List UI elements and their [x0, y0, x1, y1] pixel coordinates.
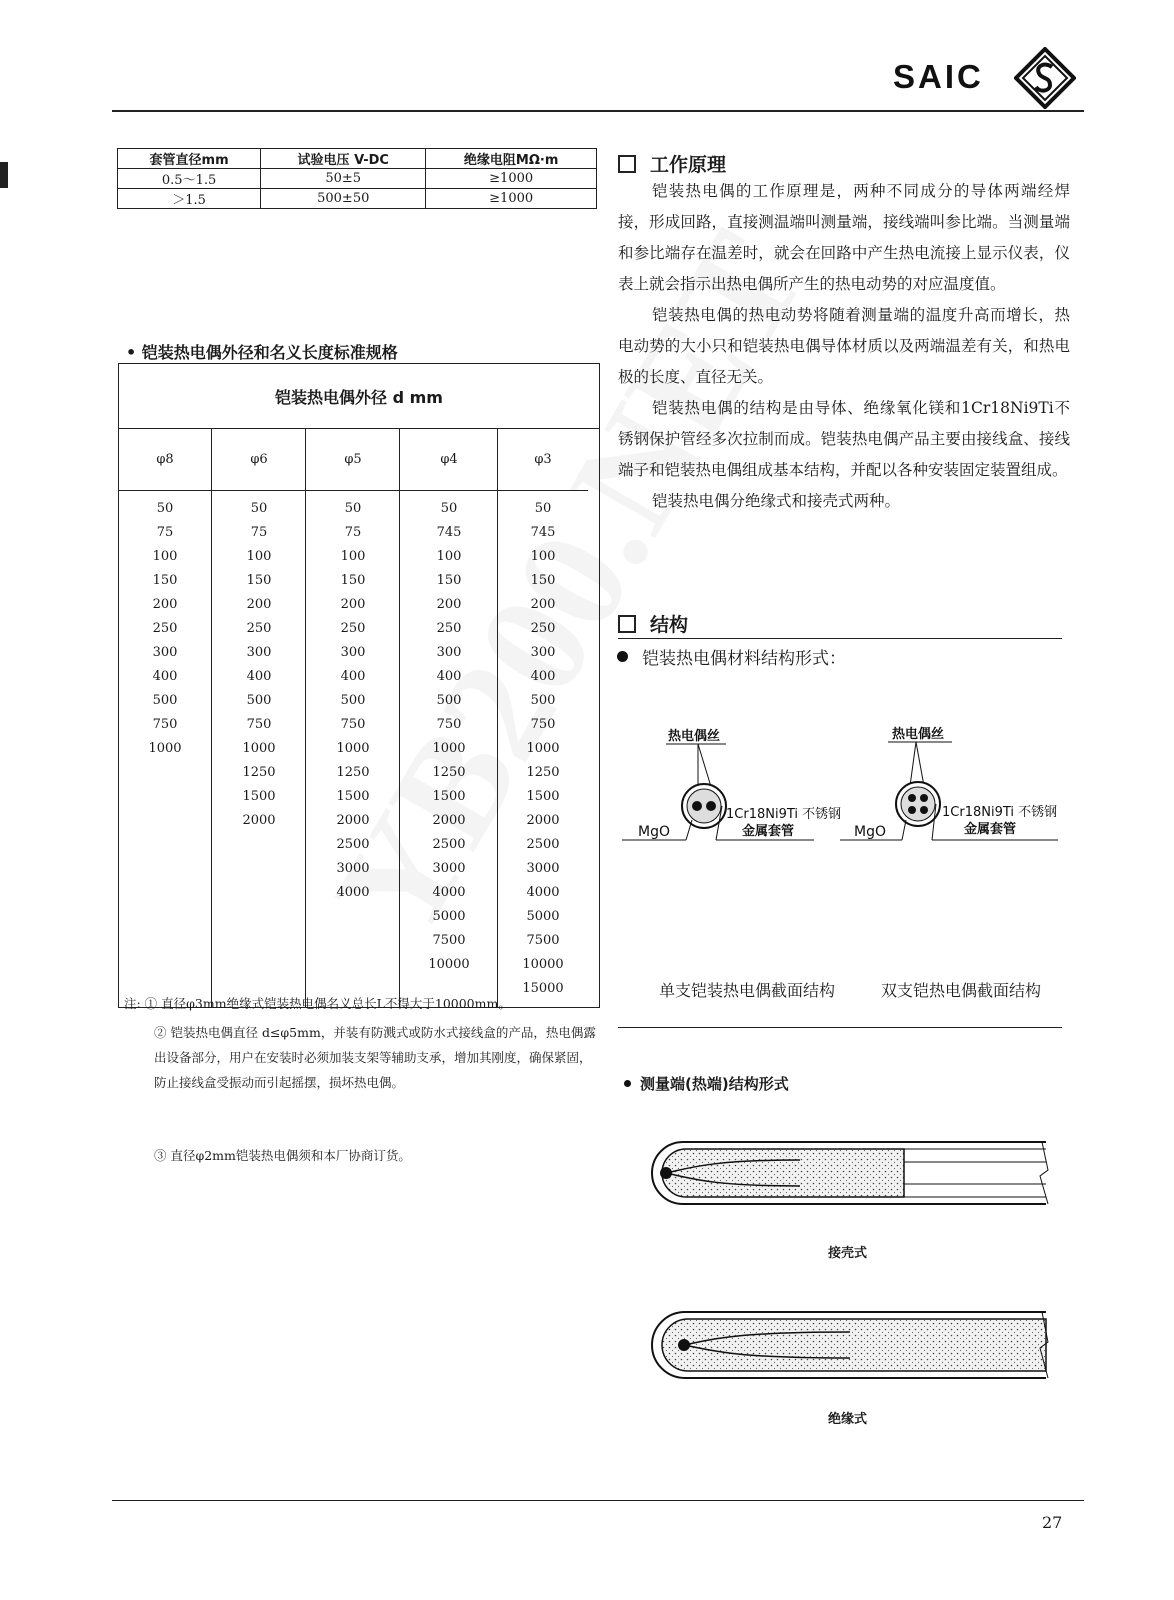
table-cell: ≥1000 — [426, 189, 597, 209]
spec-length-value: 3000 — [336, 861, 370, 876]
table-row — [118, 189, 597, 209]
insulated-tip-diagram — [650, 1310, 1050, 1380]
spec-length-value: 500 — [340, 693, 366, 708]
spec-length-value: 1250 — [526, 765, 560, 780]
spec-length-value: 100 — [246, 549, 272, 564]
spec-table-title: 铠装热电偶外径 d mm — [119, 364, 599, 429]
saic-logo-icon — [1014, 47, 1076, 109]
spec-length-value: 750 — [152, 717, 178, 732]
single-core-cross-section — [622, 728, 841, 840]
bullet-dot-icon — [624, 1080, 631, 1087]
spec-length-value: 1000 — [432, 741, 466, 756]
table-cell: 500±50 — [261, 189, 426, 209]
spec-length-value: 150 — [340, 573, 366, 588]
spec-length-value: 2500 — [336, 837, 370, 852]
spec-length-value: 750 — [436, 717, 462, 732]
section-structure-title — [618, 610, 688, 637]
spec-length-value: 1500 — [432, 789, 466, 804]
spec-length-value: 400 — [436, 669, 462, 684]
table-cell: ＞1.5 — [118, 189, 261, 209]
spec-length-value: 400 — [530, 669, 556, 684]
spec-length-value: 750 — [246, 717, 272, 732]
spec-length-value: 745 — [530, 525, 556, 540]
spec-length-value: 400 — [246, 669, 272, 684]
spec-length-value: 300 — [436, 645, 462, 660]
spec-length-value: 2500 — [526, 837, 560, 852]
bullet-material-structure — [617, 644, 846, 669]
label-mgo: MgO — [854, 824, 886, 840]
page-number: 27 — [1042, 1513, 1063, 1532]
spec-length-value: 250 — [530, 621, 556, 636]
spec-length-value: 50 — [344, 501, 362, 516]
spec-length-value: 5000 — [432, 909, 466, 924]
section-title-text: 工作原理 — [650, 154, 727, 176]
table-header-row — [118, 149, 597, 169]
spec-length-value: 200 — [246, 597, 272, 612]
spec-length-value: 750 — [340, 717, 366, 732]
header-rule — [112, 110, 1084, 112]
spec-length-value: 400 — [340, 669, 366, 684]
spec-length-value: 10000 — [428, 957, 470, 972]
spec-length-value: 75 — [250, 525, 268, 540]
spec-length-value: 7500 — [432, 933, 466, 948]
double-core-cross-section — [840, 726, 1058, 840]
footer-rule — [112, 1500, 1084, 1501]
spec-length-value: 3000 — [432, 861, 466, 876]
spec-heading: • 铠装热电偶外径和名义长度标准规格 — [126, 343, 398, 362]
table-row — [118, 169, 597, 189]
spec-column-header: φ6 — [212, 428, 306, 491]
spec-length-value: 50 — [534, 501, 552, 516]
spec-length-value: 200 — [530, 597, 556, 612]
paragraph: 铠装热电偶的热电动势将随着测量端的温度升高而增长，热电动势的大小只和铠装热电偶导体材质以及两端温差有关，和热电极的长度、直径无关。 — [618, 306, 1070, 386]
note-1: 注: ① 直径φ3mm绝缘式铠装热电偶名义总长L不得大于10000mm。 — [124, 996, 511, 1011]
spec-length-value: 1250 — [242, 765, 276, 780]
checkbox-square-icon — [618, 155, 636, 173]
note-3: ③ 直径φ2mm铠装热电偶须和本厂协商订货。 — [154, 1148, 411, 1163]
section-working-principle-title — [618, 150, 726, 177]
table-header-cell: 绝缘电阻MΩ·m — [426, 149, 597, 169]
section-title-text: 结构 — [650, 614, 689, 636]
spec-length-value: 1500 — [336, 789, 370, 804]
spec-length-value: 3000 — [526, 861, 560, 876]
spec-length-value: 250 — [152, 621, 178, 636]
spec-length-value: 745 — [436, 525, 462, 540]
spec-length-value: 300 — [246, 645, 272, 660]
brand-logo-text: SAIC — [893, 58, 984, 95]
bullet-dot-icon — [617, 651, 628, 662]
spec-length-value: 2000 — [336, 813, 370, 828]
cross-section-diagram — [618, 722, 1068, 844]
spec-length-value: 7500 — [526, 933, 560, 948]
spec-length-value: 200 — [340, 597, 366, 612]
spec-length-value: 2000 — [242, 813, 276, 828]
side-tab-marker — [0, 162, 8, 188]
spec-length-value: 1500 — [242, 789, 276, 804]
spec-length-value: 1000 — [242, 741, 276, 756]
spec-length-value: 100 — [436, 549, 462, 564]
spec-length-value: 50 — [440, 501, 458, 516]
spec-length-value: 4000 — [526, 885, 560, 900]
spec-length-value: 150 — [152, 573, 178, 588]
section-rule — [618, 638, 1062, 639]
spec-length-value: 300 — [152, 645, 178, 660]
spec-column-header: φ3 — [498, 428, 588, 491]
spec-length-value: 75 — [344, 525, 362, 540]
table-cell: ≥1000 — [426, 169, 597, 189]
spec-length-value: 1250 — [432, 765, 466, 780]
spec-length-value: 150 — [436, 573, 462, 588]
spec-length-value: 150 — [530, 573, 556, 588]
label-sheath-1: 1Cr18Ni9Ti 不锈钢 — [942, 805, 1058, 820]
label-grounded: 接壳式 — [828, 1246, 868, 1261]
spec-length-value: 5000 — [526, 909, 560, 924]
table-header-cell: 试验电压 V-DC — [261, 149, 426, 169]
label-insulated: 绝缘式 — [828, 1412, 868, 1427]
spec-length-value: 250 — [340, 621, 366, 636]
spec-length-value: 300 — [530, 645, 556, 660]
caption-double-core: 双支铠热电偶截面结构 — [881, 981, 1042, 1000]
spec-length-value: 1250 — [336, 765, 370, 780]
note-2: ② 铠装热电偶直径 d≤φ5mm，并装有防溅式或防水式接线盒的产品，热电偶露出设备部分，用户在安装时必须加装支架等辅助支承，增加其刚度，确保紧固，防止接线盒受振动而引起摇摆，损坏热电偶。 — [154, 1025, 596, 1090]
paragraph: 铠装热电偶的结构是由导体、绝缘氧化镁和1Cr18Ni9Ti不锈钢保护管经多次拉制而成。铠装热电偶产品主要由接线盒、接线端子和铠装热电偶组成基本结构，并配以各种安装固定装置组成。 — [618, 399, 1070, 479]
bullet-text: 铠装热电偶材料结构形式： — [642, 649, 846, 669]
spec-length-value: 75 — [156, 525, 174, 540]
test-voltage-table — [117, 148, 597, 209]
spec-length-value: 250 — [436, 621, 462, 636]
spec-length-value: 1000 — [526, 741, 560, 756]
spec-length-value: 4000 — [336, 885, 370, 900]
spec-length-value: 250 — [246, 621, 272, 636]
spec-column — [497, 428, 588, 1007]
caption-single-core: 单支铠装热电偶截面结构 — [659, 981, 836, 1000]
spec-length-value: 100 — [530, 549, 556, 564]
spec-length-value: 150 — [246, 573, 272, 588]
spec-length-value: 100 — [340, 549, 366, 564]
label-sheath-1: 1Cr18Ni9Ti 不锈钢 — [726, 807, 842, 822]
label-mgo: MgO — [638, 824, 670, 840]
spec-length-value: 500 — [530, 693, 556, 708]
spec-length-value: 400 — [152, 669, 178, 684]
grounded-tip-diagram — [650, 1140, 1050, 1206]
spec-table — [118, 363, 600, 1008]
spec-length-value: 4000 — [432, 885, 466, 900]
spec-length-value: 200 — [436, 597, 462, 612]
spec-length-value: 500 — [436, 693, 462, 708]
bullet-measuring-end — [624, 1073, 789, 1094]
spec-column-header: φ4 — [400, 428, 498, 491]
paragraph: 铠装热电偶的工作原理是，两种不同成分的导体两端经焊接，形成回路，直接测温端叫测量端，接线端叫参比端。当测量端和参比端存在温差时，就会在回路中产生热电流接上显示仪表，仪表上就会指示出热电偶所产生的热电动势的对应温度值。 — [618, 182, 1070, 293]
table-cell: 50±5 — [261, 169, 426, 189]
table-header-cell: 套管直径mm — [118, 149, 261, 169]
spec-length-value: 2000 — [432, 813, 466, 828]
spec-length-value: 300 — [340, 645, 366, 660]
spec-length-value: 2500 — [432, 837, 466, 852]
spec-length-value: 50 — [250, 501, 268, 516]
section-rule — [618, 1027, 1062, 1028]
spec-column — [119, 428, 211, 1007]
spec-length-value: 50 — [156, 501, 174, 516]
section-working-principle-body — [618, 176, 1070, 517]
label-sheath-2: 金属套管 — [964, 822, 1017, 837]
paragraph: 铠装热电偶分绝缘式和接壳式两种。 — [652, 492, 901, 510]
spec-length-value: 750 — [530, 717, 556, 732]
spec-length-value: 500 — [152, 693, 178, 708]
spec-column-header: φ5 — [306, 428, 400, 491]
spec-length-value: 100 — [152, 549, 178, 564]
spec-column — [399, 428, 498, 1007]
spec-length-value: 15000 — [522, 981, 564, 996]
checkbox-square-icon — [618, 615, 636, 633]
spec-column — [211, 428, 306, 1007]
label-sheath-2: 金属套管 — [742, 824, 795, 839]
label-wire: 热电偶丝 — [892, 727, 945, 742]
spec-length-value: 10000 — [522, 957, 564, 972]
spec-length-value: 1000 — [148, 741, 182, 756]
spec-column-header: φ8 — [119, 428, 211, 491]
spec-length-value: 500 — [246, 693, 272, 708]
spec-length-value: 200 — [152, 597, 178, 612]
spec-length-value: 2000 — [526, 813, 560, 828]
label-wire: 热电偶丝 — [668, 729, 721, 744]
table-cell: 0.5～1.5 — [118, 169, 261, 189]
spec-length-value: 1000 — [336, 741, 370, 756]
spec-length-value: 1500 — [526, 789, 560, 804]
spec-column — [305, 428, 400, 1007]
bullet-text: 测量端(热端)结构形式 — [640, 1075, 789, 1093]
